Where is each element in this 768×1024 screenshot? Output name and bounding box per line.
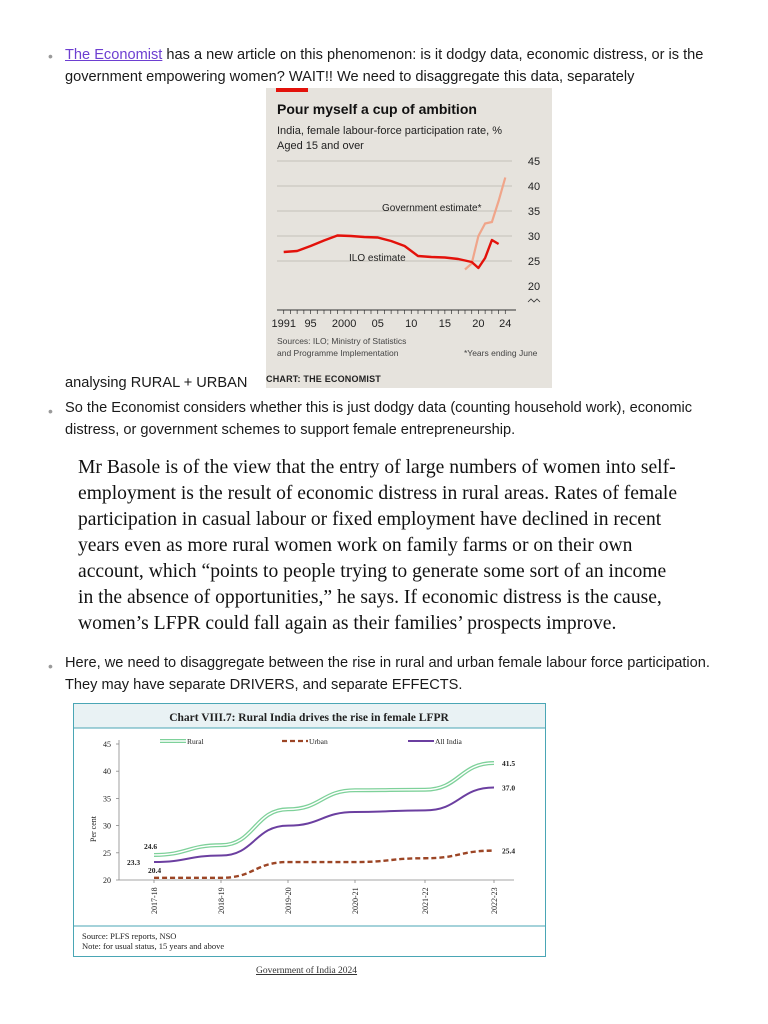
gov-x-tick-label: 2017-18 (150, 887, 159, 914)
gov-label-urban-start: 20.4 (148, 865, 162, 875)
gov-caption[interactable]: Government of India 2024 (256, 966, 358, 976)
economist-red-bar (276, 88, 308, 92)
gov-y-tick-label: 25 (103, 848, 111, 858)
economist-chart-svg (266, 88, 552, 388)
paragraph-text: has a new article on this phenomenon: is it dodgy data, economic distress, or is the government empowering women? WAIT!! We need to disaggregate this data, separately (65, 47, 704, 85)
econ-gov-label: Government estimate* (382, 203, 482, 214)
government-chart (73, 703, 546, 957)
gov-series (154, 763, 494, 878)
econ-chart-subtitle: India, female labour-force participation rate, % (277, 125, 503, 137)
axis-break-icon (528, 299, 540, 302)
legend-urban-label: Urban (309, 737, 328, 746)
gov-y-tick-label: 35 (103, 794, 111, 804)
econ-y-tick-label: 30 (527, 231, 541, 243)
gov-x-tick-label: 2021-22 (421, 887, 430, 914)
gov-y-tick-label: 45 (103, 740, 111, 749)
econ-y-tick-label: 35 (527, 206, 541, 218)
paragraph-trail: analysing RURAL + URBAN (65, 375, 248, 391)
paragraph-dodgy-data: So the Economist considers whether this is just dodgy data (counting household work), economic distress, or government schemes to support female entrepreneurship. (65, 400, 693, 438)
econ-ilo-label: ILO estimate (349, 253, 406, 264)
gov-label-all-start: 23.3 (127, 858, 141, 868)
gov-rural-line (154, 763, 494, 855)
quote-line: participation in casual labour or fixed employment have declined in recent (78, 509, 662, 530)
econ-y-ticks (528, 156, 540, 302)
econ-x-tick-label: 20 (472, 318, 485, 330)
legend-all-india-label: All India (435, 737, 462, 746)
gov-label-rural-end: 41.5 (502, 759, 516, 769)
bullet-marker: • (48, 658, 53, 674)
gov-label-rural-start: 24.6 (144, 841, 158, 851)
gov-legend (160, 737, 463, 746)
econ-chart-subtitle2: Aged 15 and over (277, 140, 364, 152)
econ-y-tick-label: 25 (527, 256, 541, 268)
gov-x-tick-label: 2022-23 (490, 887, 499, 914)
legend-rural-label: Rural (187, 737, 204, 746)
econ-y-tick-label: 40 (527, 181, 541, 193)
econ-x-tick-label: 2000 (331, 318, 357, 330)
gov-y-tick-label: 20 (103, 876, 111, 885)
paragraph-economist (65, 45, 745, 88)
gov-y-tick-label: 40 (103, 767, 111, 777)
econ-x-tick-label: 10 (405, 318, 418, 330)
gov-rural-line-core (154, 763, 494, 855)
econ-x-tick-label: 15 (438, 318, 451, 330)
econ-y-tick-label: 45 (527, 156, 541, 168)
gov-urban-line (154, 851, 494, 878)
econ-x-tick-label: 95 (304, 318, 317, 330)
gov-label-urban-end: 25.4 (502, 846, 516, 856)
quote-line: Mr Basole is of the view that the entry of large numbers of women into self- (78, 457, 676, 478)
econ-credit: CHART: THE ECONOMIST (266, 374, 381, 384)
gov-chart-title: Chart VIII.7: Rural India drives the rise in female LFPR (169, 712, 449, 724)
quote-line: years even as more rural women work on family farms or on their own (78, 535, 633, 556)
gov-x-tick-label: 2020-21 (351, 887, 360, 914)
paragraph-disaggregate: Here, we need to disaggregate between the rise in rural and urban female labour force participation. They may have separate DRIVERS, and separate EFFECTS. (65, 655, 710, 693)
quote-line: women’s LFPR could fall again as their families’ prospects improve. (78, 613, 617, 634)
gov-x-tick-label: 2019-20 (284, 887, 293, 914)
government-chart-svg (74, 704, 545, 956)
gov-x-tick-label: 2018-19 (217, 887, 226, 914)
econ-y-tick-label: 20 (527, 281, 541, 293)
econ-x-ticks (271, 310, 516, 330)
economist-link[interactable]: The Economist (65, 47, 163, 63)
gov-note: Note: for usual status, 15 years and above (82, 941, 225, 951)
economist-chart (266, 88, 552, 388)
bullet-marker: • (48, 403, 53, 419)
gov-ylabel: Per cent (89, 816, 98, 842)
econ-source-1: Sources: ILO; Ministry of Statistics (277, 336, 407, 346)
quote-line: employment is the result of economic distress in rural areas. Rates of female (78, 483, 678, 504)
gov-axes (103, 740, 514, 914)
gov-label-all-end: 37.0 (502, 783, 516, 793)
econ-footnote: *Years ending June (464, 348, 538, 358)
quote-line: account, which “points to people trying to generate some sort of an income (78, 561, 667, 582)
quote-line: in the absence of opportunities,” he says. If economic distress is the cause, (78, 587, 662, 608)
econ-x-tick-label: 1991 (271, 318, 296, 330)
econ-x-tick-label: 24 (499, 318, 512, 330)
econ-x-tick-label: 05 (371, 318, 384, 330)
gov-y-tick-label: 30 (103, 821, 111, 831)
gov-source: Source: PLFS reports, NSO (82, 931, 177, 941)
econ-chart-title: Pour myself a cup of ambition (277, 101, 477, 117)
econ-source-2: and Programme Implementation (277, 348, 399, 358)
basole-quote (78, 455, 718, 637)
bullet-marker: • (48, 48, 53, 64)
